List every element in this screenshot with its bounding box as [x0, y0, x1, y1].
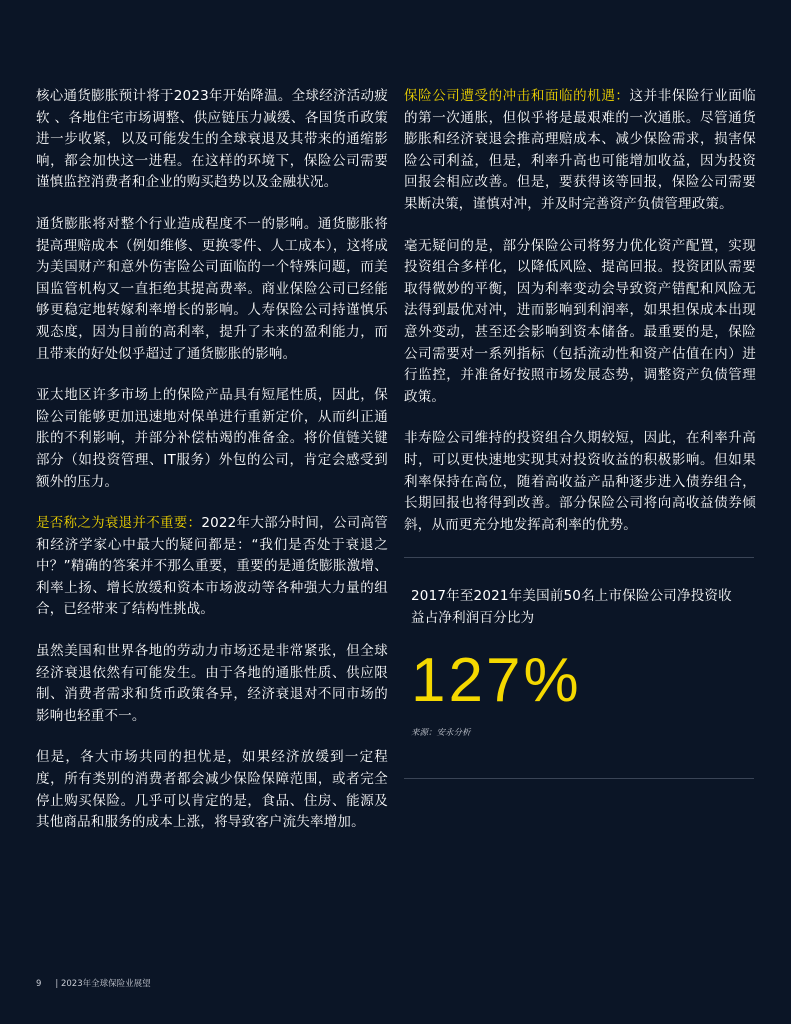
paragraph-shock-and-opportunity: 保险公司遭受的冲击和面临的机遇：这并非保险行业面临的第一次通胀，但似乎将是最艰难的一次通胀。尽管通货膨胀和经济衰退会推高理赔成本、减少保险需求，损害保险公司利益，但是，利率升高也可能增加收益，因为投资回报会相应改善。但是，要获得该等回报，保险公司需要果断决策，谨慎对冲，并及时完善资产负债管理政策。 [404, 88, 756, 212]
paragraph-labor-market: 虽然美国和世界各地的劳动力市场还是非常紧张，但全球经济衰退依然有可能发生。由于各地的通胀性质、供应限制、消费者需求和货币政策各异，经济衰退对不同市场的影响也轻重不一。 [36, 643, 388, 724]
section-heading-recession: 是否称之为衰退并不重要： [36, 515, 202, 532]
right-column [404, 86, 756, 556]
stat-callout [404, 557, 754, 779]
paragraph-customer-churn: 但是，各大市场共同的担忧是，如果经济放缓到一定程度，所有类别的消费者都会减少保险保障范围，或者完全停止购买保险。几乎可以肯定的是，食品、住房、能源及其他商品和服务的成本上涨，将导致客户流失率增加。 [36, 749, 388, 831]
left-column [36, 86, 388, 854]
paragraph-asset-allocation: 毫无疑问的是，部分保险公司将努力优化资产配置，实现投资组合多样化，以降低风险、提高回报。投资团队需要取得微妙的平衡，因为利率变动会导致资产错配和风险无法得到最优对冲，进而影响到利润率，如果担保成本出现意外变动，甚至还会影响到资本储备。最重要的是，保险公司需要对一系列指标（包括流动性和资产估值在内）进行监控，并准备好按照市场发展态势，调整资产负债管理政策。 [404, 237, 756, 405]
page-number: 9 [36, 979, 42, 989]
paragraph-inflation-outlook: 核心通货膨胀预计将于2023年开始降温。全球经济活动疲软 、各地住宅市场调整、供应链压力减缓、各国货币政策进一步收紧，以及可能发生的全球衰退及其带来的通缩影响，都会加快这一进程。在这样的环境下，保险公司需要谨慎监控消费者和企业的购买趋势以及金融状况。 [36, 88, 388, 191]
section-heading-opportunity: 保险公司遭受的冲击和面临的机遇： [404, 88, 630, 104]
paragraph-non-life-duration: 非寿险公司维持的投资组合久期较短，因此，在利率升高时，可以更快速地实现其对投资收益的积极影响。但如果利率保持在高位，随着高收益产品种逐步进入债券组合，长期回报也将得到改善。部分保险公司将向高收益债券倾斜，从而更充分地发挥高利率的优势。 [404, 430, 756, 533]
page-footer [36, 977, 151, 989]
footer-title: | 2023年全球保险业展望 [55, 979, 151, 989]
stat-value: 127% [411, 646, 582, 715]
paragraph-recession: 是否称之为衰退并不重要：2022年大部分时间，公司高管和经济学家心中最大的疑问都是：“我们是否处于衰退之中？”精确的答案并不那么重要，重要的是通货膨胀激增、利率上扬、增长放缓和资本市场波动等各种强大力量的组合，已经带来了结构性挑战。 [36, 515, 388, 618]
stat-source: 来源：安永分析 [411, 728, 471, 738]
paragraph-industry-impact: 通货膨胀将对整个行业造成程度不一的影响。通货膨胀将提高理赔成本（例如维修、更换零件、人工成本），这将成为美国财产和意外伤害险公司面临的一个特殊问题，而美国监管机构又一直拒绝其提高费率。商业保险公司已经能够更稳定地转嫁利率增长的影响。人寿保险公司持谨慎乐观态度，因为目前的高利率，提升了未来的盈利能力，而且带来的好处似乎超过了通货膨胀的影响。 [36, 215, 388, 362]
paragraph-apac: 亚太地区许多市场上的保险产品具有短尾性质，因此，保险公司能够更加迅速地对保单进行重新定价，从而纠正通胀的不利影响，并部分补偿枯竭的准备金。将价值链关键部分（如投资管理、IT服务）外包的公司，肯定会感受到额外的压力。 [36, 387, 388, 490]
stat-caption: 2017年至2021年美国前50名上市保险公司净投资收益占净利润百分比为 [411, 588, 732, 626]
